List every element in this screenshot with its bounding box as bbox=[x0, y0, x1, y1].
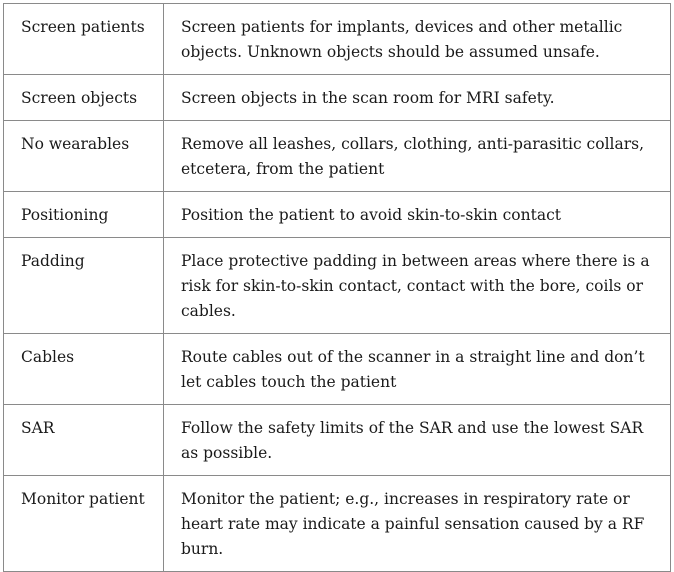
table-row bbox=[4, 334, 671, 405]
table-row bbox=[4, 476, 671, 572]
row-description: Remove all leashes, collars, clothing, anti-parasitic collars, etcetera, from the patient bbox=[164, 121, 671, 192]
row-description: Follow the safety limits of the SAR and use the lowest SAR as possible. bbox=[164, 405, 671, 476]
row-description: Screen patients for implants, devices and other metallic objects. Unknown objects should be assumed unsafe. bbox=[164, 4, 671, 75]
table-row bbox=[4, 192, 671, 238]
row-term: No wearables bbox=[4, 121, 164, 192]
row-term: Screen objects bbox=[4, 75, 164, 121]
row-description: Position the patient to avoid skin-to-skin contact bbox=[164, 192, 671, 238]
table-row bbox=[4, 75, 671, 121]
row-description: Monitor the patient; e.g., increases in respiratory rate or heart rate may indicate a painful sensation caused by a RF burn. bbox=[164, 476, 671, 572]
mri-safety-table bbox=[3, 3, 671, 572]
row-description: Place protective padding in between areas where there is a risk for skin-to-skin contact, contact with the bore, coils or cables. bbox=[164, 238, 671, 334]
row-term: Screen patients bbox=[4, 4, 164, 75]
table-row bbox=[4, 238, 671, 334]
row-term: Padding bbox=[4, 238, 164, 334]
table-row bbox=[4, 4, 671, 75]
row-term: Monitor patient bbox=[4, 476, 164, 572]
row-term: Cables bbox=[4, 334, 164, 405]
table-row bbox=[4, 405, 671, 476]
row-description: Route cables out of the scanner in a straight line and don’t let cables touch the patient bbox=[164, 334, 671, 405]
row-term: SAR bbox=[4, 405, 164, 476]
table-row bbox=[4, 121, 671, 192]
row-description: Screen objects in the scan room for MRI safety. bbox=[164, 75, 671, 121]
row-term: Positioning bbox=[4, 192, 164, 238]
